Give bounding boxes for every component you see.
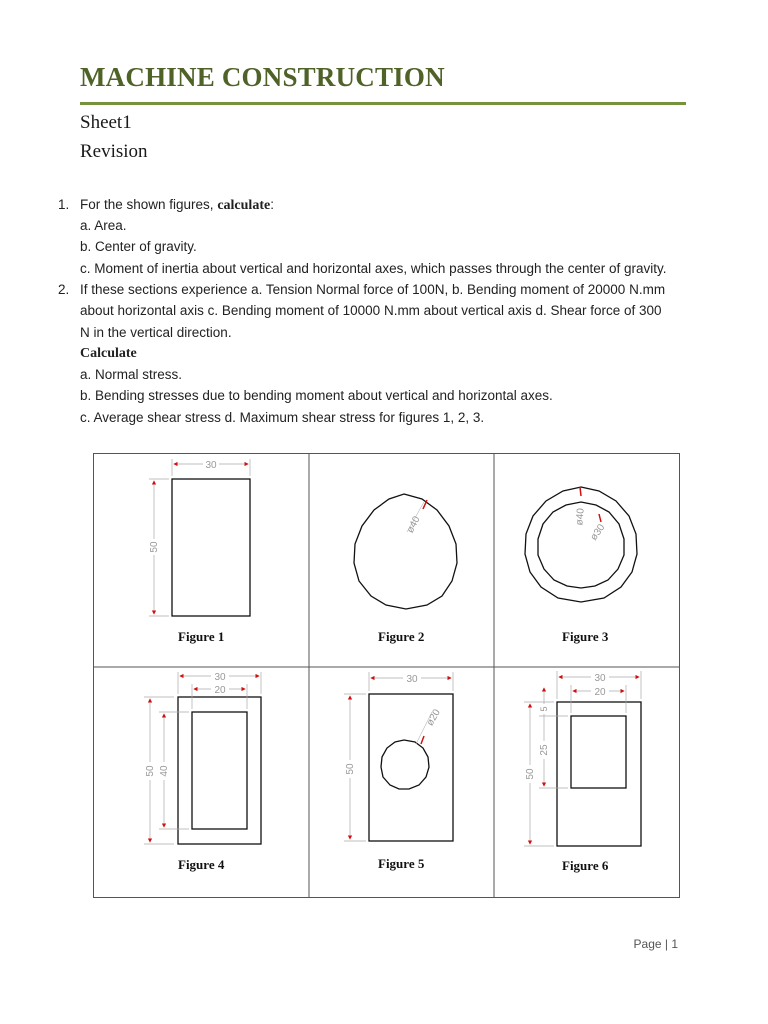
figure-5-width-dim: 30 bbox=[406, 674, 418, 685]
figure-2-label: Figure 2 bbox=[378, 629, 425, 644]
figure-1-label: Figure 1 bbox=[178, 629, 225, 644]
question-2-line-1: If these sections experience a. Tension Normal force of 100N, b. Bending moment of 20000 N.mm bbox=[80, 282, 666, 297]
figure-1-width-dim: 30 bbox=[205, 460, 217, 471]
figure-4-inner-height-dim: 40 bbox=[159, 765, 170, 777]
figure-2-diameter-dim: ø40 bbox=[404, 514, 423, 536]
figure-2-drawing bbox=[354, 494, 457, 609]
figure-drawings bbox=[94, 454, 679, 897]
question-1-item-a: a. Area. bbox=[80, 218, 127, 233]
figure-1-height-dim: 50 bbox=[149, 541, 160, 553]
question-1-item-b: b. Center of gravity. bbox=[80, 239, 197, 254]
figure-5-diameter-dim: ø20 bbox=[424, 707, 443, 728]
question-2-line-2: about horizontal axis c. Bending moment of 10000 N.mm about vertical axis d. Shear force of 300 bbox=[80, 303, 662, 318]
figure-1-drawing bbox=[147, 458, 250, 616]
figure-4-outer-width-dim: 30 bbox=[214, 672, 226, 683]
figure-6-top-offset-dim: 5 bbox=[539, 706, 549, 712]
figure-6-inner-height-dim: 25 bbox=[539, 744, 550, 756]
question-1-intro bbox=[80, 194, 690, 216]
question-2-number: 2. bbox=[58, 282, 70, 297]
page-number: Page | 1 bbox=[633, 937, 678, 951]
figure-grid bbox=[93, 453, 680, 898]
figure-5-drawing bbox=[343, 672, 453, 841]
question-1-item-c: c. Moment of inertia about vertical and horizontal axes, which passes through the center of gravity. bbox=[80, 261, 667, 276]
question-2-calculate-label: Calculate bbox=[80, 346, 137, 361]
question-1-intro-text: For the shown figures, bbox=[80, 197, 218, 212]
figure-3-drawing bbox=[525, 487, 637, 602]
figure-4-drawing bbox=[143, 670, 261, 844]
revision-heading: Revision bbox=[80, 141, 148, 162]
question-1-intro-bold: calculate bbox=[217, 198, 271, 213]
figure-4-inner-width-dim: 20 bbox=[214, 685, 226, 696]
question-1-intro-end: : bbox=[270, 197, 274, 212]
figure-4-outer-height-dim: 50 bbox=[145, 765, 156, 777]
figure-4-label: Figure 4 bbox=[178, 857, 225, 872]
figure-3-outer-dim: ø40 bbox=[574, 507, 587, 526]
question-2-line-3: N in the vertical direction. bbox=[80, 325, 232, 340]
page-title: MACHINE CONSTRUCTION bbox=[80, 62, 445, 92]
figure-3-label: Figure 3 bbox=[562, 629, 609, 644]
figure-6-outer-width-dim: 30 bbox=[594, 673, 606, 684]
sheet-heading: Sheet1 bbox=[80, 112, 132, 133]
question-2-item-c: c. Average shear stress d. Maximum shear stress for figures 1, 2, 3. bbox=[80, 410, 485, 425]
question-1-number: 1. bbox=[58, 197, 70, 212]
figure-6-label: Figure 6 bbox=[562, 858, 609, 873]
question-2-item-b: b. Bending stresses due to bending moment about vertical and horizontal axes. bbox=[80, 388, 553, 403]
figure-5-label: Figure 5 bbox=[378, 856, 425, 871]
question-2-item-a: a. Normal stress. bbox=[80, 367, 183, 382]
figure-6-inner-width-dim: 20 bbox=[594, 687, 606, 698]
figure-5-height-dim: 50 bbox=[345, 763, 356, 775]
title-rule bbox=[80, 102, 686, 105]
figure-3-inner-dim: ø30 bbox=[588, 522, 608, 543]
figure-6-height-dim: 50 bbox=[525, 768, 536, 780]
figure-6-drawing bbox=[523, 671, 641, 846]
